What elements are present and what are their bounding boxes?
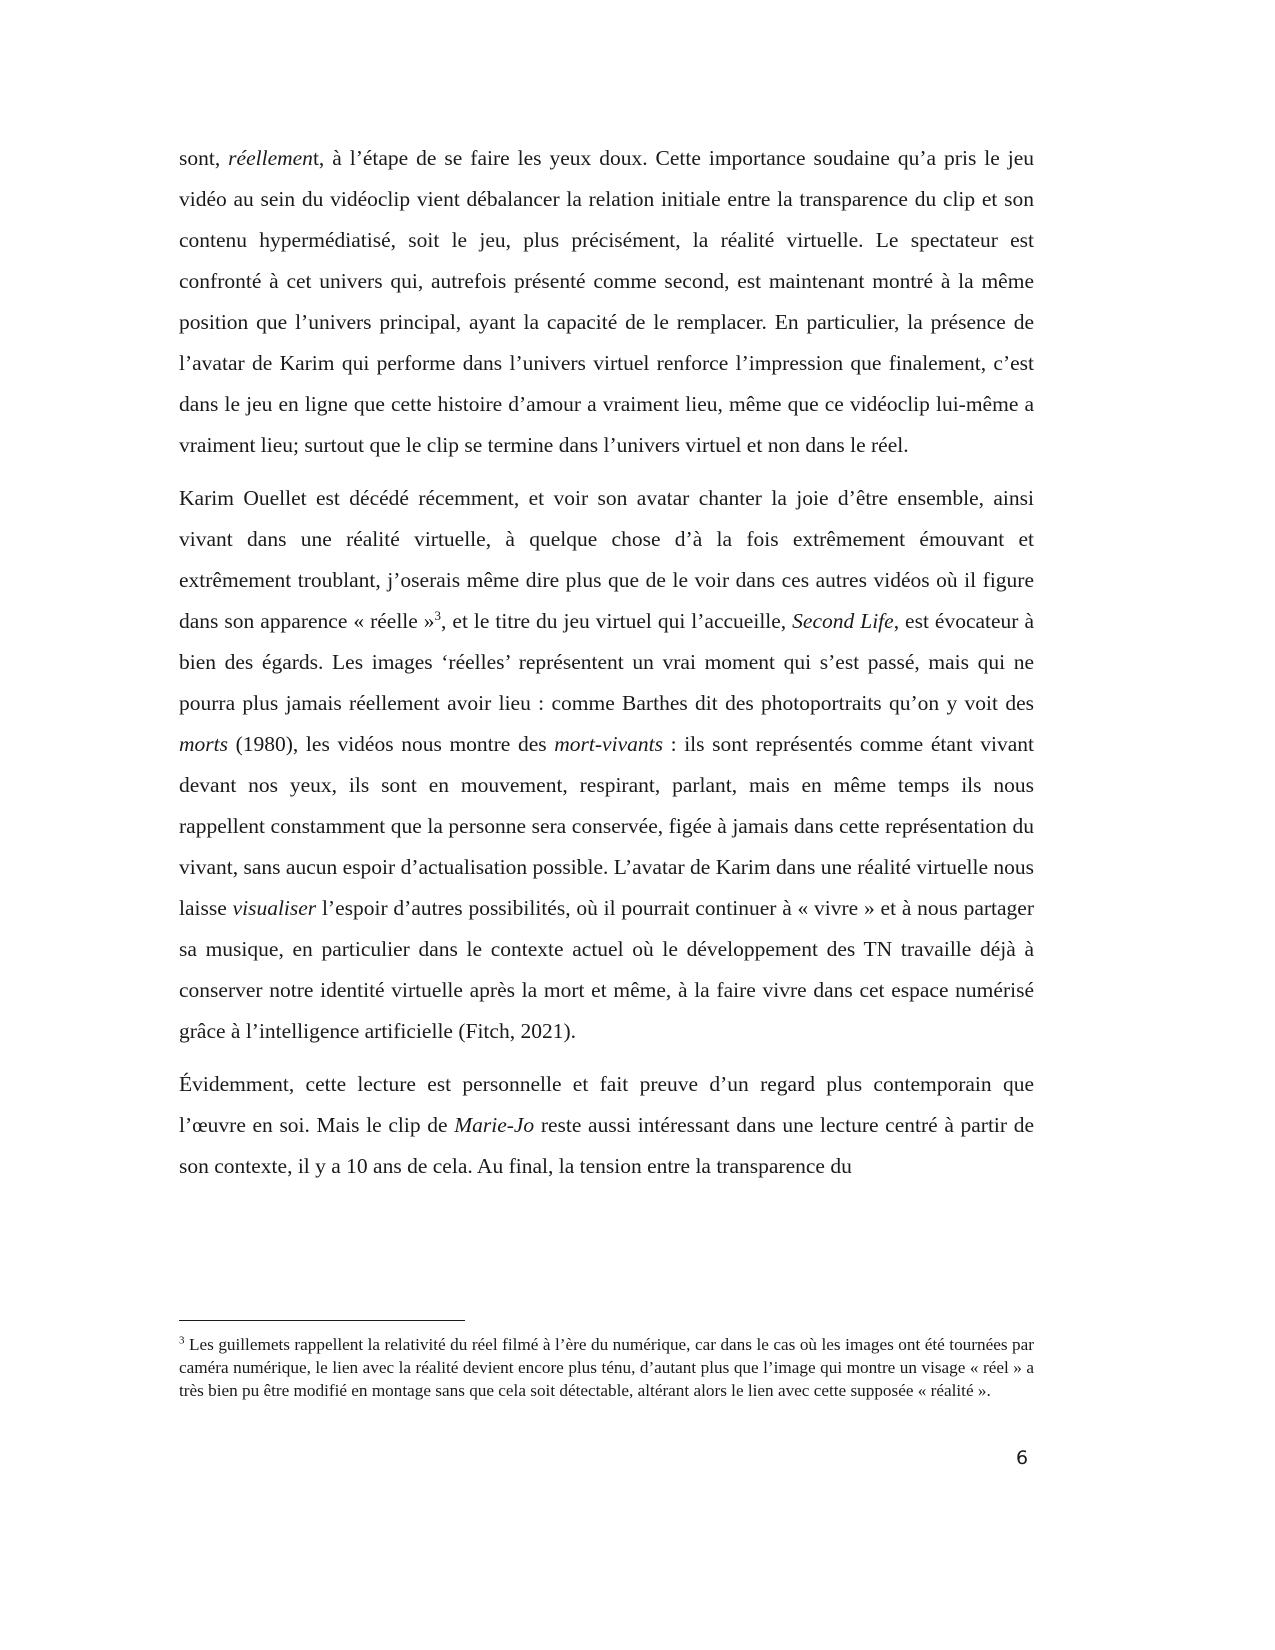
italic-text: mort-vivants	[554, 732, 663, 756]
italic-text: Second Life	[792, 609, 894, 633]
footnote-text: Les guillemets rappellent la relativité du réel filmé à l’ère du numérique, car dans le cas où les images ont été tournées par caméra numérique, le lien avec la réalité devient encore plus ténu, d’autant plus que l’image qui montre un visage « réel » a très bien pu être modifié en montage sans que cela soit détectable, altérant alors le lien avec cette supposée « réalité ».	[179, 1335, 1034, 1400]
paragraph-text: l’espoir d’autres possibilités, où il pourrait continuer à « vivre » et à nous partager sa musique, en particulier dans le contexte actuel où le développement des TN travaille déjà à conserver notre identité virtuelle après la mort et même, à la faire vivre dans cet espace numérisé grâce à l’intelligence artificielle (Fitch, 2021).	[179, 896, 1034, 1043]
paragraph-text: (1980), les vidéos nous montre des	[227, 732, 555, 756]
paragraph-text: reste aussi intéressant dans une lecture centré à partir de son contexte, il y a 10 ans de cela. Au final, la tension entre la transparence du	[179, 1113, 1035, 1178]
paragraph-text: sont,	[179, 146, 229, 170]
paragraph-text: , et le titre du jeu virtuel qui l’accueille,	[441, 609, 793, 633]
paragraph-1	[179, 138, 1034, 466]
footnote-marker: 3	[179, 1334, 185, 1347]
footnote	[179, 1333, 1034, 1402]
paragraph-3	[179, 1064, 1034, 1187]
paragraph-2	[179, 478, 1034, 1052]
italic-text: Marie-Jo	[454, 1113, 535, 1137]
paragraph-text: Évidemment, cette lecture est personnelle et fait preuve d’un regard plus contemporain que l’œuvre en soi. Mais le clip de	[179, 1072, 1034, 1137]
paragraph-text: : ils sont représentés comme étant vivant devant nos yeux, ils sont en mouvement, respirant, parlant, mais en même temps ils nous rappellent constamment que la personne sera conservée, figée à jamais dans cette représentation du vivant, sans aucun espoir d’actualisation possible. L’avatar de Karim dans une réalité virtuelle nous laisse	[179, 732, 1034, 920]
body-text	[179, 138, 1034, 1187]
page-number: 6	[1016, 1447, 1029, 1469]
paragraph-text: , est évocateur à bien des égards. Les images ‘réelles’ représentent un vrai moment qui s’est passé, mais qui ne pourra plus jamais réellement avoir lieu : comme Barthes dit des photoportraits qu’on y voit des	[179, 609, 1034, 715]
paragraph-text: Karim Ouellet est décédé récemment, et voir son avatar chanter la joie d’être ensemble, ainsi vivant dans une réalité virtuelle, à quelque chose d’à la fois extrêmement émouvant et extrêmement troublant, j’oserais même dire plus que de le voir dans ces autres vidéos où il figure dans son apparence « réelle »	[179, 486, 1034, 633]
paragraph-text: t, à l’étape de se faire les yeux doux. Cette importance soudaine qu’a pris le jeu vidéo au sein du vidéoclip vient débalancer la relation initiale entre la transparence du clip et son contenu hypermédiatisé, soit le jeu, plus précisément, la réalité virtuelle. Le spectateur est confronté à cet univers qui, autrefois présenté comme second, est maintenant montré à la même position que l’univers principal, ayant la capacité de le remplacer. En particulier, la présence de l’avatar de Karim qui performe dans l’univers virtuel renforce l’impression que finalement, c’est dans le jeu en ligne que cette histoire d’amour a vraiment lieu, même que ce vidéoclip lui-même a vraiment lieu; surtout que le clip se termine dans l’univers virtuel et non dans le réel.	[179, 146, 1034, 457]
footnote-reference: 3	[434, 607, 442, 623]
italic-text: visualiser	[232, 896, 317, 920]
italic-text: morts	[179, 732, 228, 756]
italic-text: réellemen	[228, 146, 313, 170]
footnote-separator	[179, 1320, 465, 1321]
